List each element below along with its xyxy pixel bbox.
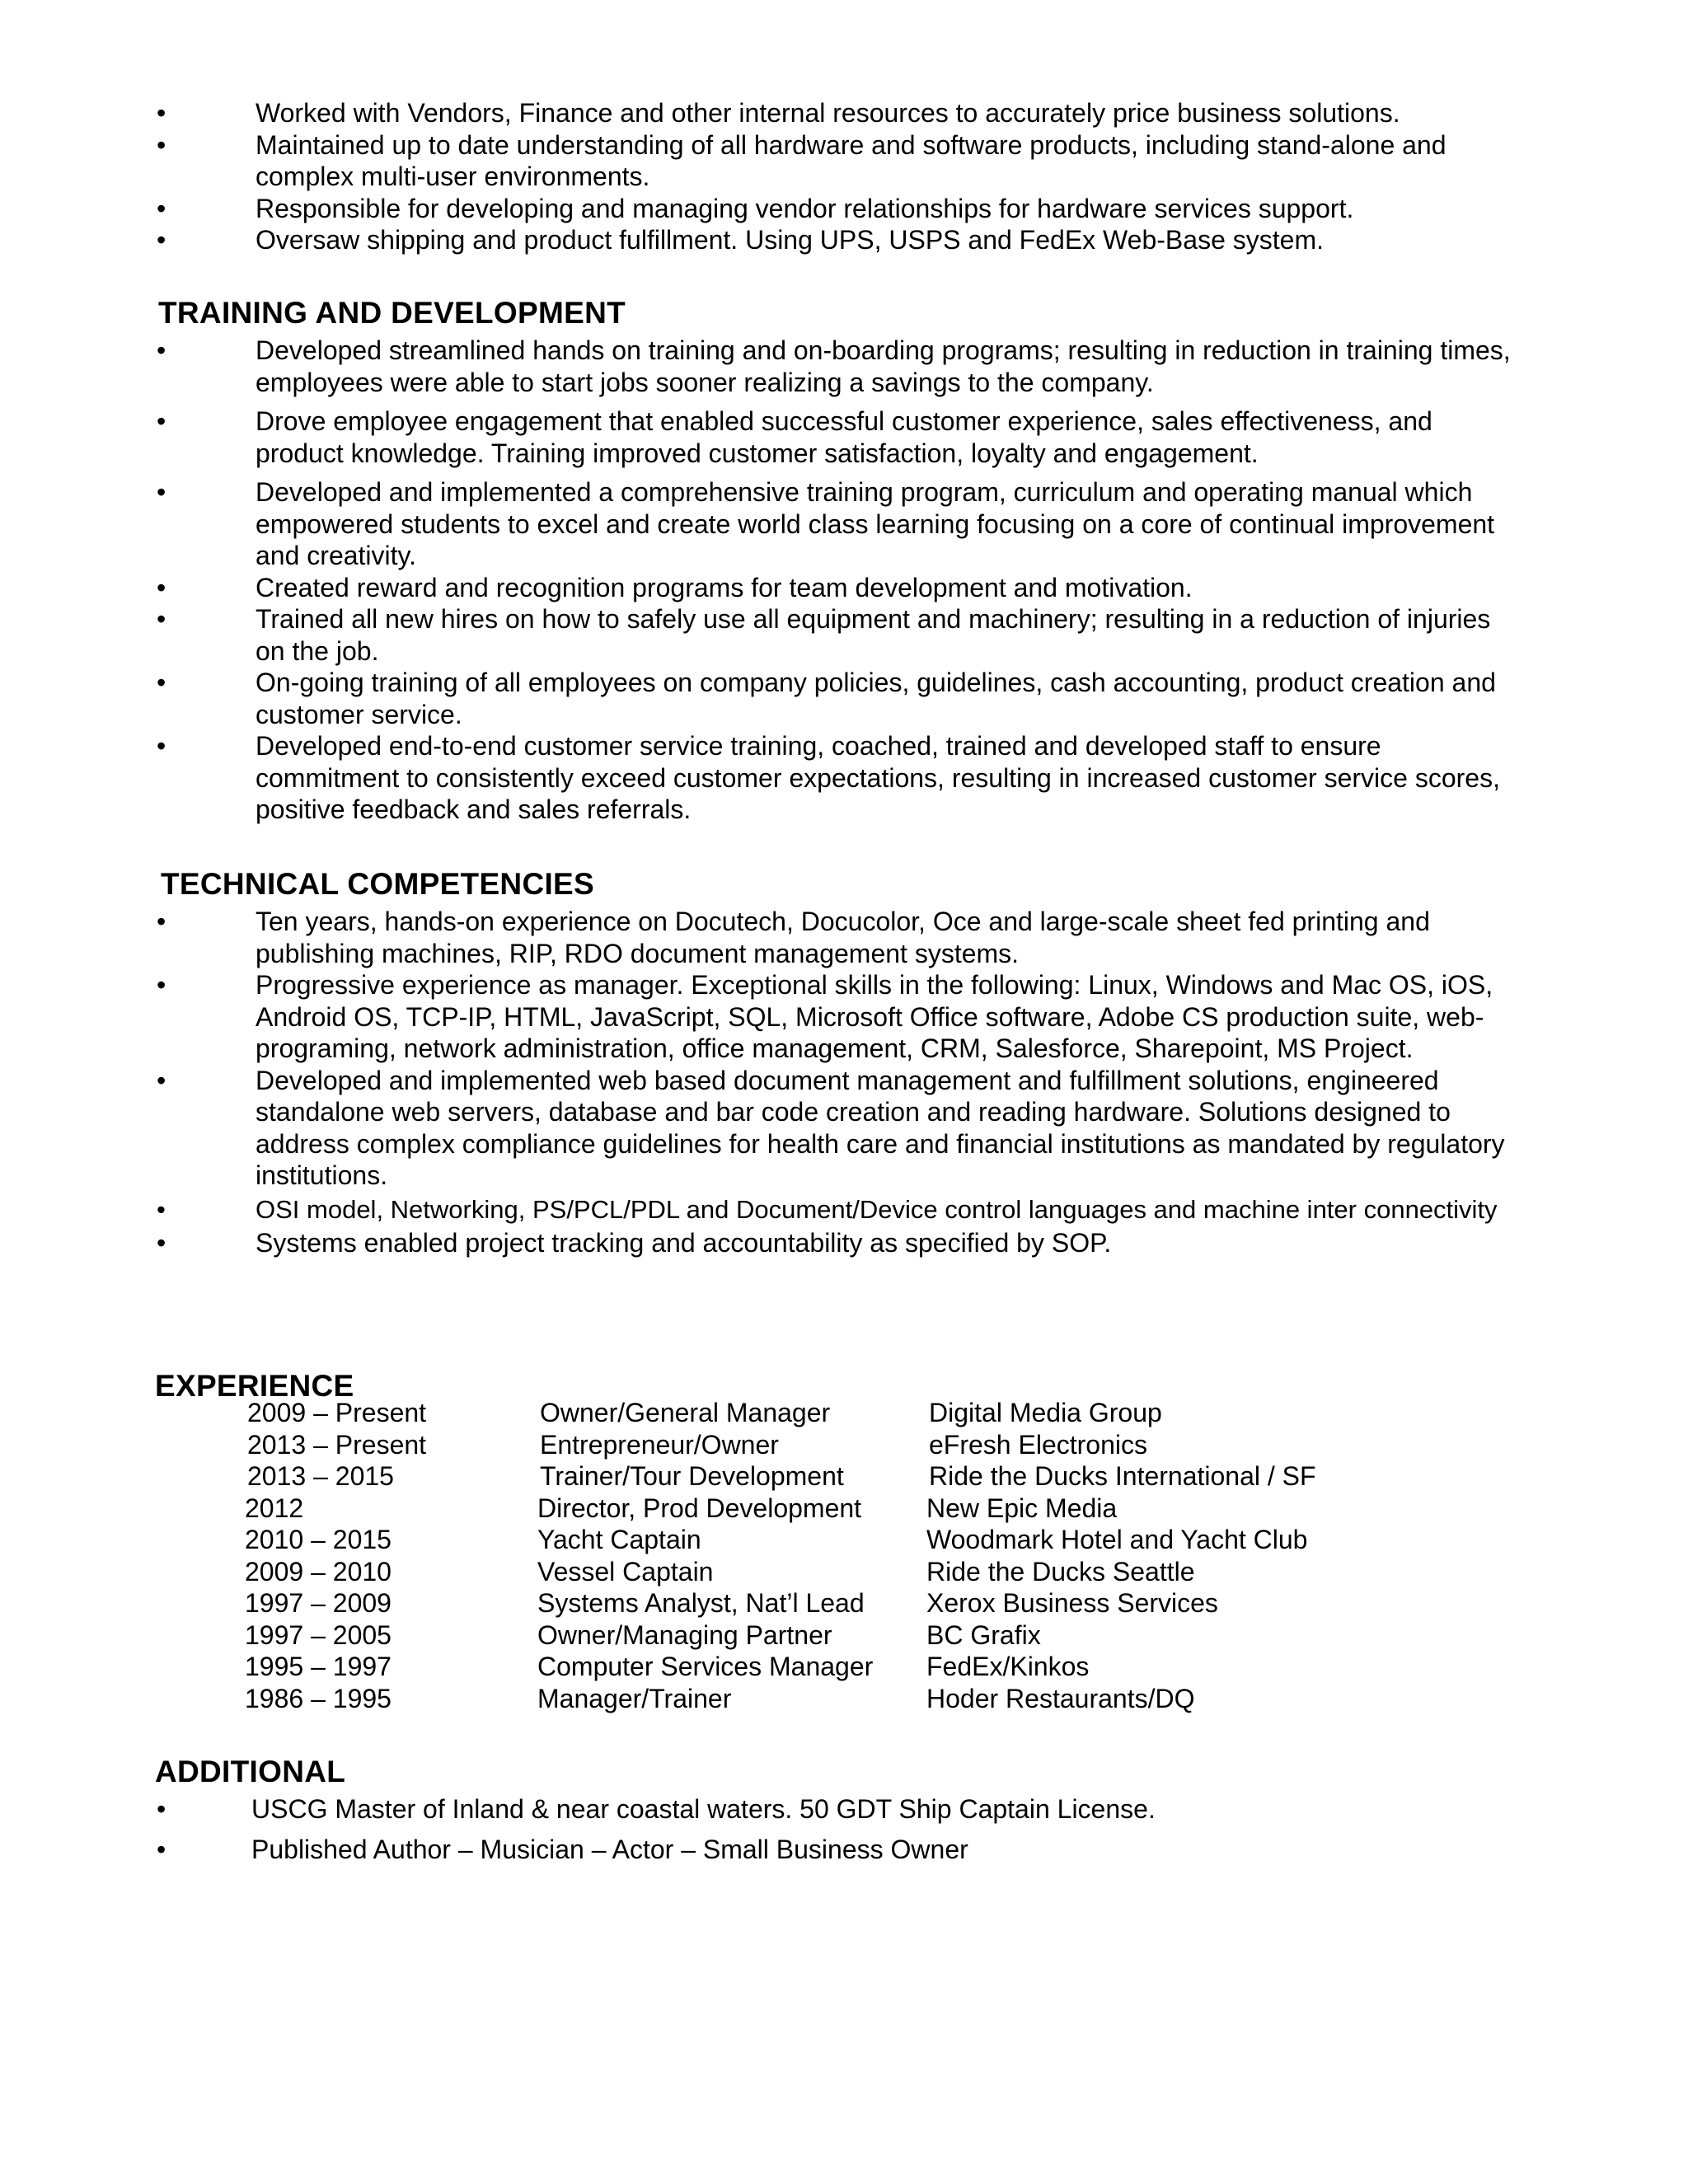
experience-years: 1997 – 2009	[245, 1588, 392, 1618]
bullet-text: Systems enabled project tracking and accountability as specified by SOP.	[256, 1227, 1112, 1258]
experience-company: Woodmark Hotel and Yacht Club	[926, 1525, 1308, 1554]
bullet-icon: •	[157, 193, 166, 223]
bullet-text: Developed end-to-end customer service training, coached, trained and developed staff to ensure commitment to consistently exceed customer expectations, resulting in increased customer service scores, positive feedback and sales referrals.	[256, 731, 1500, 824]
experience-title: Manager/Trainer	[537, 1683, 732, 1713]
bullet-icon: •	[157, 1794, 166, 1824]
list-item	[157, 1227, 1517, 1259]
technical-bullet-list	[157, 906, 1517, 1258]
bullet-text: USCG Master of Inland & near coastal waters. 50 GDT Ship Captain License.	[251, 1794, 1156, 1824]
experience-company: Ride the Ducks Seattle	[926, 1556, 1195, 1586]
list-item	[157, 224, 1517, 256]
list-item	[157, 906, 1517, 969]
experience-years: 1997 – 2005	[245, 1619, 392, 1650]
list-item	[157, 969, 1517, 1065]
bullet-icon: •	[157, 907, 166, 936]
list-item	[157, 603, 1517, 667]
table-row	[247, 1460, 1401, 1493]
experience-company: FedEx/Kinkos	[926, 1652, 1090, 1681]
bullet-text: Published Author – Musician – Actor – Small Business Owner	[251, 1834, 968, 1864]
list-item	[157, 1192, 1517, 1227]
list-item	[157, 1065, 1517, 1192]
experience-company: BC Grafix	[926, 1619, 1041, 1650]
bullet-text: Responsible for developing and managing vendor relationships for hardware services support.	[256, 193, 1354, 223]
table-row	[245, 1556, 1401, 1588]
list-item	[157, 129, 1517, 193]
bullet-text: Developed and implemented web based document management and fulfillment solutions, engineered standalone web servers, database and bar code creation and reading hardware. Solutions designed to address complex compliance guidelines for health care and financial institutions as mandated by regulatory institutions.	[256, 1065, 1505, 1190]
list-item	[157, 97, 1517, 129]
list-item	[157, 405, 1517, 469]
table-row	[245, 1683, 1401, 1715]
experience-years: 2012	[245, 1493, 304, 1523]
bullet-text: Created reward and recognition programs for team development and motivation.	[256, 572, 1193, 602]
experience-table	[247, 1397, 1401, 1714]
table-row	[247, 1429, 1401, 1461]
bullet-icon: •	[157, 129, 166, 160]
experience-title: Systems Analyst, Nat’l Lead	[537, 1588, 865, 1618]
bullet-icon: •	[157, 1834, 166, 1864]
training-heading: TRAINING AND DEVELOPMENT	[158, 296, 626, 330]
intro-bullet-list	[157, 97, 1517, 256]
experience-title: Director, Prod Development	[537, 1493, 862, 1523]
bullet-icon: •	[157, 731, 166, 761]
bullet-text: Developed streamlined hands on training and on-boarding programs; resulting in reduction in training times, employees were able to start jobs sooner realizing a savings to the company.	[256, 335, 1511, 397]
bullet-text: On-going training of all employees on company policies, guidelines, cash accounting, product creation and customer service.	[256, 668, 1496, 729]
experience-company: Xerox Business Services	[926, 1588, 1218, 1618]
bullet-icon: •	[157, 970, 166, 1000]
experience-years: 2009 – Present	[247, 1398, 427, 1427]
table-row	[245, 1651, 1401, 1683]
list-item	[157, 193, 1517, 225]
experience-company: eFresh Electronics	[929, 1429, 1147, 1460]
experience-years: 2013 – 2015	[247, 1461, 394, 1491]
experience-company: Digital Media Group	[929, 1398, 1162, 1427]
bullet-icon: •	[157, 477, 166, 507]
list-item	[157, 667, 1517, 730]
table-row	[245, 1524, 1401, 1556]
bullet-icon: •	[157, 572, 166, 602]
list-item	[157, 1834, 1517, 1866]
list-item	[157, 1793, 1517, 1825]
additional-heading: ADDITIONAL	[155, 1755, 346, 1788]
bullet-text: Trained all new hires on how to safely use all equipment and machinery; resulting in a reduction of injuries on the job.	[256, 604, 1491, 666]
experience-title: Trainer/Tour Development	[540, 1461, 844, 1491]
bullet-text: Maintained up to date understanding of all hardware and software products, including stand-alone and complex multi-user environments.	[256, 129, 1447, 191]
bullet-icon: •	[157, 1227, 166, 1258]
list-item	[157, 572, 1517, 604]
list-item	[157, 335, 1517, 398]
experience-title: Owner/Managing Partner	[537, 1619, 832, 1650]
bullet-text: Drove employee engagement that enabled successful customer experience, sales effectiveness, and product knowledge. Training improved customer satisfaction, loyalty and engagement.	[256, 406, 1432, 468]
list-item	[157, 476, 1517, 572]
experience-title: Entrepreneur/Owner	[540, 1429, 779, 1460]
experience-heading: EXPERIENCE	[155, 1369, 354, 1403]
bullet-text: Oversaw shipping and product fulfillment. Using UPS, USPS and FedEx Web-Base system.	[256, 225, 1324, 255]
bullet-text: Ten years, hands-on experience on Docutech, Docucolor, Oce and large-scale sheet fed printing and publishing machines, RIP, RDO document management systems.	[256, 907, 1430, 968]
list-item	[157, 730, 1517, 826]
experience-title: Vessel Captain	[537, 1556, 714, 1586]
bullet-icon: •	[157, 98, 166, 128]
experience-years: 1995 – 1997	[245, 1652, 392, 1681]
technical-heading: TECHNICAL COMPETENCIES	[161, 867, 595, 901]
experience-years: 1986 – 1995	[245, 1683, 392, 1713]
experience-years: 2009 – 2010	[245, 1556, 392, 1586]
table-row	[245, 1493, 1401, 1525]
bullet-text: Progressive experience as manager. Exceptional skills in the following: Linux, Windows and Mac OS, iOS, Android OS, TCP-IP, HTML, JavaScript, SQL, Microsoft Office software, Adobe CS production suite, web-programing, network administration, office management, CRM, Salesforce, Sharepoint, MS Project.	[256, 970, 1493, 1063]
experience-title: Computer Services Manager	[537, 1652, 874, 1681]
bullet-icon: •	[157, 1065, 166, 1095]
experience-years: 2010 – 2015	[245, 1525, 392, 1554]
bullet-text: Developed and implemented a comprehensive training program, curriculum and operating manual which empowered students to excel and create world class learning focusing on a core of continual improvement and creativity.	[256, 477, 1495, 570]
bullet-icon: •	[157, 668, 166, 697]
experience-years: 2013 – Present	[247, 1429, 427, 1460]
bullet-icon: •	[157, 604, 166, 634]
bullet-icon: •	[157, 225, 166, 255]
table-row	[245, 1619, 1401, 1652]
experience-company: New Epic Media	[926, 1493, 1118, 1523]
additional-bullet-list	[157, 1793, 1517, 1865]
experience-title: Yacht Captain	[537, 1525, 701, 1554]
experience-title: Owner/General Manager	[540, 1398, 831, 1427]
experience-company: Hoder Restaurants/DQ	[926, 1683, 1195, 1713]
bullet-text: OSI model, Networking, PS/PCL/PDL and Document/Device control languages and machine inter connectivity	[256, 1194, 1498, 1224]
training-bullet-list	[157, 335, 1517, 826]
table-row	[247, 1397, 1401, 1429]
bullet-icon: •	[157, 1194, 166, 1224]
bullet-icon: •	[157, 335, 166, 365]
experience-company: Ride the Ducks International / SF	[929, 1461, 1316, 1491]
table-row	[245, 1587, 1401, 1619]
bullet-icon: •	[157, 406, 166, 436]
bullet-text: Worked with Vendors, Finance and other internal resources to accurately price business solutions.	[256, 98, 1400, 128]
